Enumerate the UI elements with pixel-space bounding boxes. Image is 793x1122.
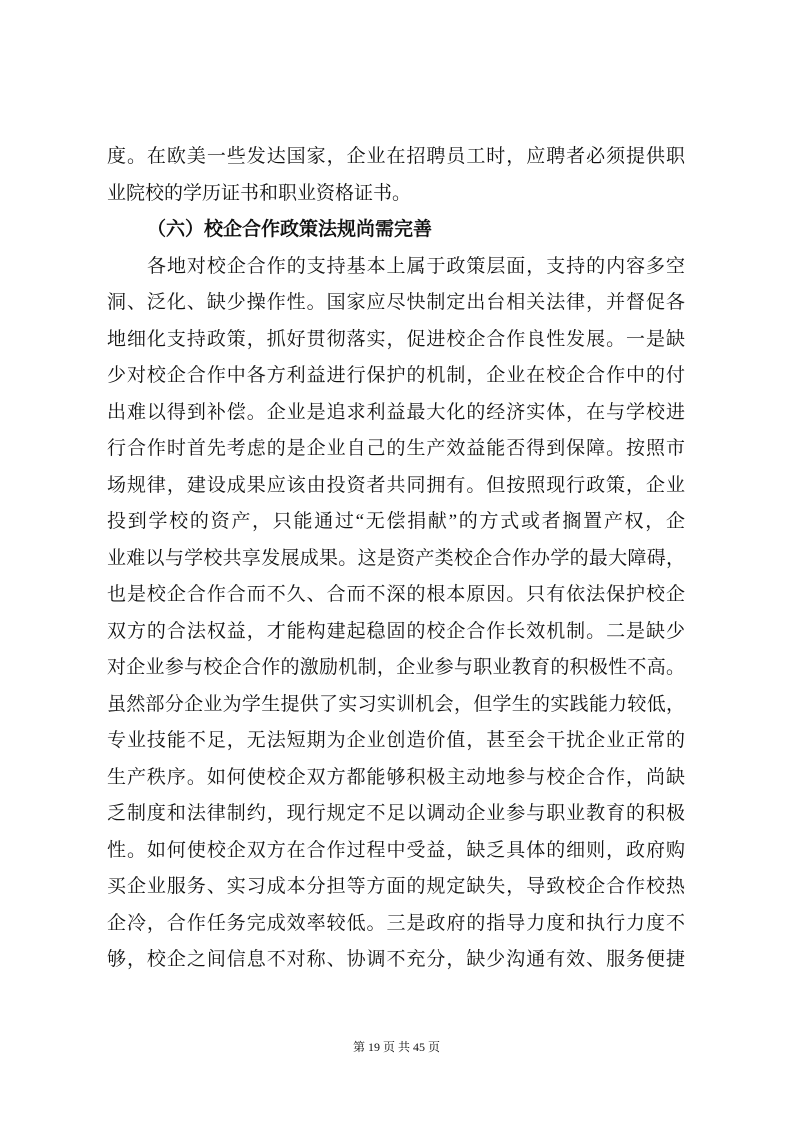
text-line: 够，校企之间信息不对称、协调不充分，缺少沟通有效、服务便捷 [107,949,685,970]
text-line: 场规律，建设成果应该由投资者共同拥有。但按照现行政策，企业 [107,474,685,496]
text-line: 也是校企合作合而不久、合而不深的根本原因。只有依法保护校企 [107,584,685,605]
body-text [107,139,685,979]
page-number-label: 第 19 页 共 45 页 [352,1040,440,1054]
text-line: 洞、泛化、缺少操作性。国家应尽快制定出台相关法律，并督促各 [107,292,685,313]
section-paragraph [107,249,685,979]
text-line: 生产秩序。如何使校企双方都能够积极主动地参与校企合作，尚缺 [107,766,685,788]
text-line: 性。如何使校企双方在合作过程中受益，缺乏具体的细则，政府购 [107,839,685,861]
text-line: 行合作时首先考虑的是企业自己的生产效益能否得到保障。按照市 [107,438,685,459]
text-line: 各地对校企合作的支持基本上属于政策层面，支持的内容多空 [147,255,685,277]
text-line: 企冷，合作任务完成效率较低。三是政府的指导力度和执行力度不 [107,912,685,934]
text-line: 度。在欧美一些发达国家，企业在招聘员工时，应聘者必须提供职 [107,146,685,167]
text-line: 对企业参与校企合作的激励机制，企业参与职业教育的积极性不高。 [107,657,685,678]
carryover-paragraph [107,139,685,212]
text-line: 买企业服务、实习成本分担等方面的规定缺失，导致校企合作校热 [107,876,685,897]
text-line: 投到学校的资产，只能通过“无偿捐献”的方式或者搁置产权，企 [107,511,685,532]
text-line: 地细化支持政策，抓好贯彻落实，促进校企合作良性发展。一是缺 [107,328,685,350]
page-footer [0,1038,793,1056]
text-line: 乏制度和法律制约，现行规定不足以调动企业参与职业教育的积极 [107,803,685,824]
section-heading: （六）校企合作政策法规尚需完善 [147,219,433,240]
text-line: 虽然部分企业为学生提供了实习实训机会，但学生的实践能力较低， [107,693,685,715]
text-line: 业难以与学校共享发展成果。这是资产类校企合作办学的最大障碍， [107,547,685,569]
text-line: 少对校企合作中各方利益进行保护的机制，企业在校企合作中的付 [107,365,685,386]
text-line: 专业技能不足，无法短期为企业创造价值，甚至会干扰企业正常的 [107,730,685,751]
text-line: 业院校的学历证书和职业资格证书。 [107,182,412,204]
text-line: 出难以得到补偿。企业是追求利益最大化的经济实体，在与学校进 [107,401,685,423]
text-line: 双方的合法权益，才能构建起稳固的校企合作长效机制。二是缺少 [107,620,685,642]
